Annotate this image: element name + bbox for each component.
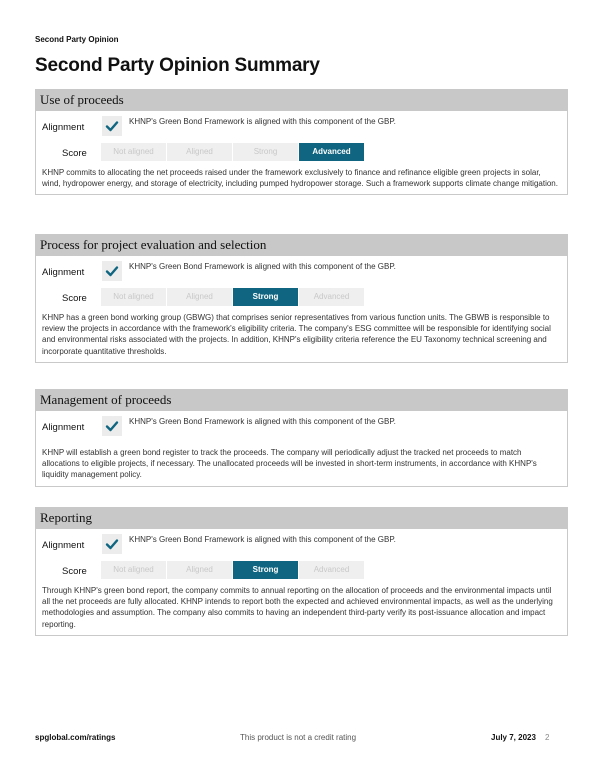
- score-option-not-aligned: Not aligned: [101, 288, 166, 306]
- footer-date: July 7, 2023: [491, 733, 536, 742]
- alignment-row: [36, 111, 567, 141]
- section-title: Use of proceeds: [35, 89, 568, 111]
- alignment-row: [36, 529, 567, 559]
- score-row: [36, 559, 567, 583]
- section-description: KHNP will establish a green bond register to track the proceeds. The company will periodically adjust the tracked net proceeds to match allocations to eligible projects, if necessary. The unallocated proceeds will be invested in short-term instruments, in accordance with KHNP's liquidity management policy.: [42, 448, 537, 480]
- section-description: KHNP has a green bond working group (GBWG) that comprises senior representatives from various function units. The GBWB is responsible to review the projects in accordance with the framework's eligibility criteria. The company's ESG committee will be responsible for identifying social and environmental risks associated with the projects. In addition, KHNP's eligibility criteria reference the EU Taxonomy technical screening and incorporate quantitative thresholds.: [42, 313, 551, 356]
- alignment-row: [36, 411, 567, 445]
- section-description: Through KHNP's green bond report, the company commits to annual reporting on the allocation of proceeds and the environmental impacts until all the net proceeds are fully allocated. KHNP intends to report both the expected and achieved environmental impacts, as well as the underlying methodologies and assumption. The company also commits to having an independent third-party verify its post-issuance allocation and impact reporting.: [42, 586, 553, 629]
- score-option-not-aligned: Not aligned: [101, 143, 166, 161]
- score-scale: [101, 288, 364, 306]
- section-description: KHNP commits to allocating the net proceeds raised under the framework exclusively to finance and refinance eligible green projects in solar, wind, hydropower energy, and storage of electricity, including pumped hydropower storage. Such a framework supports climate change mitigation.: [42, 168, 558, 189]
- alignment-text: KHNP's Green Bond Framework is aligned with this component of the GBP.: [129, 535, 396, 544]
- score-label: Score: [62, 148, 87, 159]
- alignment-label: Alignment: [42, 540, 85, 551]
- score-row: [36, 286, 567, 310]
- checkmark-icon: [102, 416, 122, 436]
- footer-website-link[interactable]: spglobal.com/ratings: [35, 733, 116, 742]
- alignment-label: Alignment: [42, 267, 85, 278]
- score-option-strong: Strong: [233, 143, 298, 161]
- section-use-of-proceeds: [35, 89, 568, 195]
- section-title: Management of proceeds: [35, 389, 568, 411]
- alignment-text: KHNP's Green Bond Framework is aligned with this component of the GBP.: [129, 117, 396, 126]
- score-label: Score: [62, 293, 87, 304]
- section-title: Process for project evaluation and selection: [35, 234, 568, 256]
- checkmark-icon: [102, 261, 122, 281]
- alignment-text: KHNP's Green Bond Framework is aligned with this component of the GBP.: [129, 262, 396, 271]
- score-option-advanced: Advanced: [299, 561, 364, 579]
- footer-disclaimer: This product is not a credit rating: [240, 733, 357, 742]
- checkmark-icon: [102, 534, 122, 554]
- score-label: Score: [62, 566, 87, 577]
- score-scale: [101, 561, 364, 579]
- section-project-evaluation: [35, 234, 568, 363]
- score-scale: [101, 143, 364, 161]
- page-number: 2: [545, 733, 550, 742]
- alignment-text: KHNP's Green Bond Framework is aligned with this component of the GBP.: [129, 417, 396, 426]
- score-option-not-aligned: Not aligned: [101, 561, 166, 579]
- score-option-advanced: Advanced: [299, 288, 364, 306]
- score-option-aligned: Aligned: [167, 143, 232, 161]
- checkmark-icon: [102, 116, 122, 136]
- section-management-of-proceeds: [35, 389, 568, 487]
- alignment-label: Alignment: [42, 122, 85, 133]
- score-row: [36, 141, 567, 165]
- score-option-aligned: Aligned: [167, 561, 232, 579]
- score-option-strong: Strong: [233, 561, 298, 579]
- page-title: Second Party Opinion Summary: [35, 55, 320, 76]
- alignment-row: [36, 256, 567, 286]
- score-option-aligned: Aligned: [167, 288, 232, 306]
- running-head: Second Party Opinion: [35, 35, 119, 44]
- section-title: Reporting: [35, 507, 568, 529]
- score-option-advanced: Advanced: [299, 143, 364, 161]
- score-option-strong: Strong: [233, 288, 298, 306]
- alignment-label: Alignment: [42, 422, 85, 433]
- section-reporting: [35, 507, 568, 636]
